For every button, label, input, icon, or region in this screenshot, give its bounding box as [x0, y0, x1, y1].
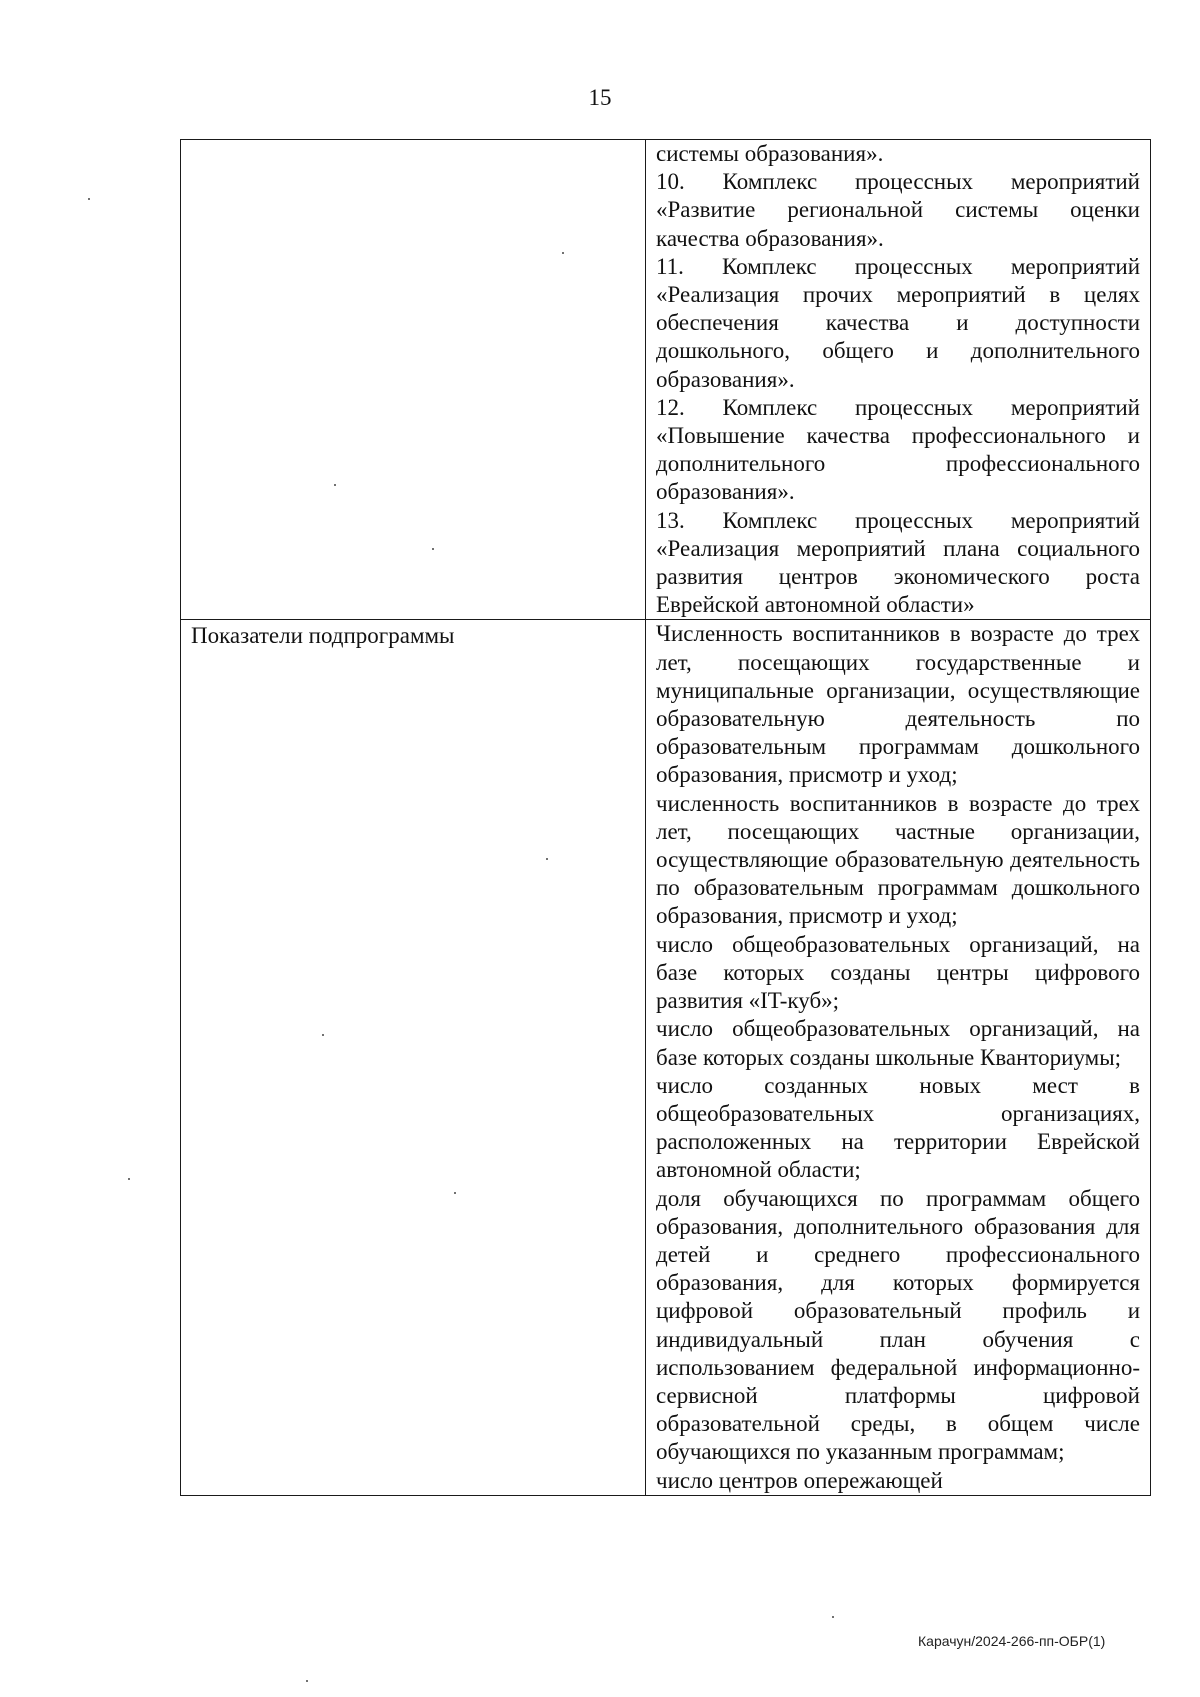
paragraph: число общеобразовательных организаций, на базе которых созданы школьные Кванториумы; — [656, 1016, 1140, 1070]
passport-table — [180, 139, 1151, 1496]
row1-right-text — [656, 140, 1140, 619]
indicators-label: Показатели подпрограммы — [191, 623, 455, 649]
scan-speck — [454, 1192, 456, 1194]
scan-speck — [334, 484, 336, 486]
paragraph: 11. Комплекс процессных мероприятий «Реализация прочих мероприятий в целях обеспечения качества и доступности дошкольного, общего и дополнительного образования». — [656, 253, 1140, 392]
scan-speck — [832, 1616, 834, 1618]
paragraph: число общеобразовательных организаций, на базе которых созданы центры цифрового развития «IT-куб»; — [656, 931, 1140, 1014]
page-number: 15 — [588, 85, 612, 110]
row1-right-cell — [646, 140, 1151, 620]
paragraph: 10. Комплекс процессных мероприятий «Развитие региональной системы оценки качества образования». — [656, 169, 1140, 251]
paragraph: системы образования». — [656, 141, 884, 166]
row1-left-cell — [181, 140, 646, 620]
scan-speck — [322, 1034, 324, 1036]
scan-speck — [306, 1680, 308, 1682]
scan-speck — [128, 1178, 130, 1180]
row2-right-cell — [646, 620, 1151, 1495]
paragraph: Численность воспитанников в возрасте до трех лет, посещающих государственные и муниципальные организации, осуществляющие образовательную деятельность по образовательным программам дошкольного образования, присмотр и уход; — [656, 621, 1140, 788]
table-row — [181, 140, 1151, 620]
row2-left-cell — [181, 620, 646, 1495]
scan-speck — [562, 252, 564, 254]
paragraph: доля обучающихся по программам общего образования, дополнительного образования для детей и среднего профессионального образования, для которых формируется цифровой образовательный профиль и индивидуальный план обучения с использованием федеральной информационно-сервисной платформы цифровой образовательной среды, в общем числе обучающихся по указанным программам; — [656, 1185, 1140, 1465]
paragraph: число созданных новых мест в общеобразовательных организациях, расположенных на территории Еврейской автономной области; — [656, 1072, 1140, 1183]
footer-stamp: Карачун/2024-266-пп-ОБР(1) — [918, 1633, 1106, 1649]
paragraph: число центров опережающей — [656, 1467, 943, 1493]
table-row — [181, 620, 1151, 1495]
paragraph: численность воспитанников в возрасте до трех лет, посещающих частные организации, осуществляющие образовательную деятельность по образовательным программам дошкольного образования, присмотр и уход; — [656, 790, 1140, 929]
row2-right-text — [656, 620, 1140, 1494]
scan-speck — [546, 858, 548, 860]
scan-speck — [88, 198, 90, 200]
row1-left-label — [191, 140, 635, 142]
scan-speck — [432, 548, 434, 550]
paragraph: 12. Комплекс процессных мероприятий «Повышение качества профессионального и дополнительного профессионального образования». — [656, 394, 1140, 505]
paragraph: 13. Комплекс процессных мероприятий «Реализация мероприятий плана социального развития центров экономического роста Еврейской автономной области» — [656, 507, 1140, 618]
